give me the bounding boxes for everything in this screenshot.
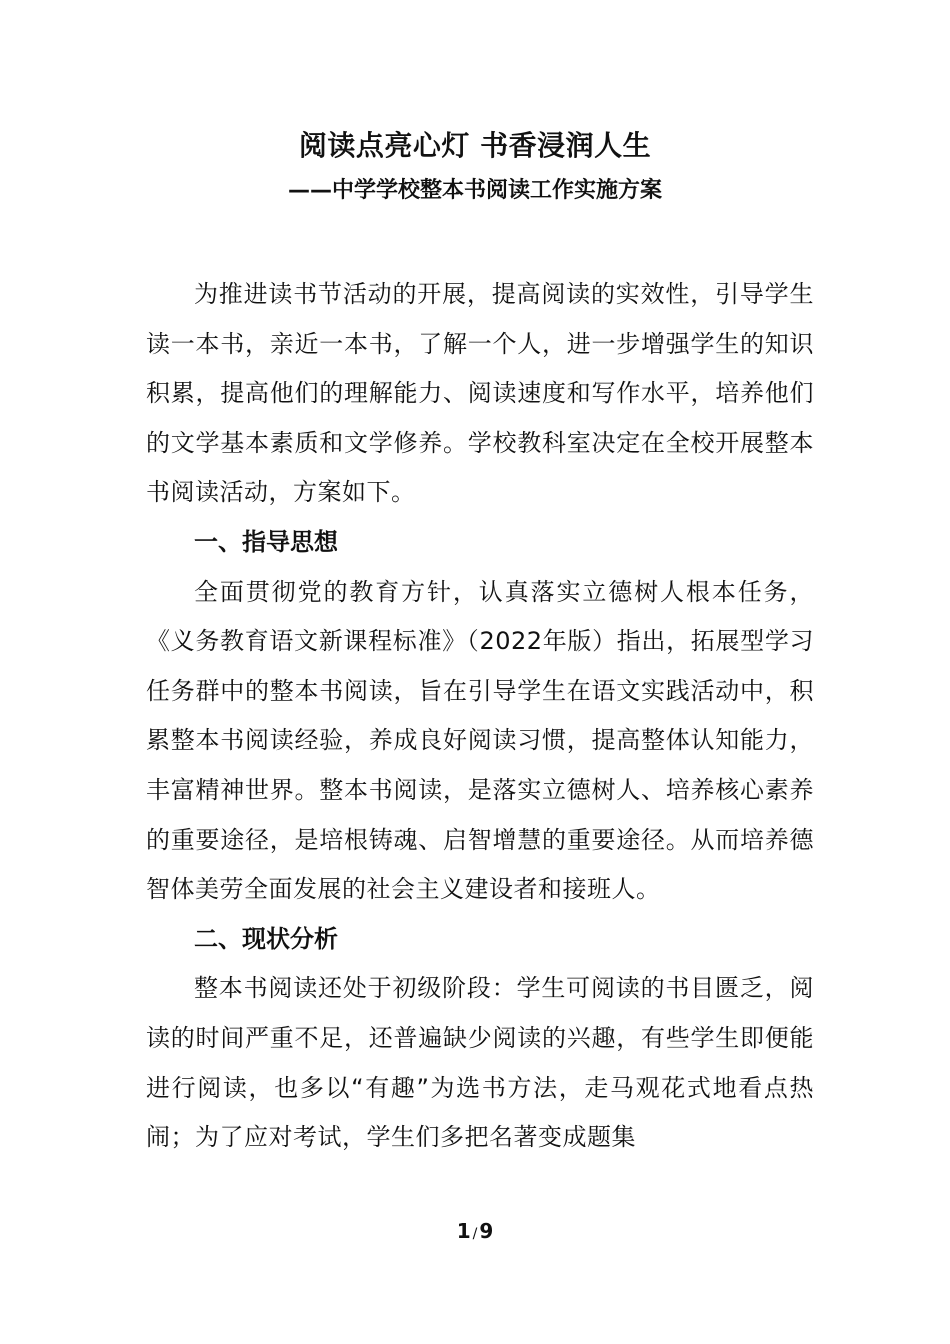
document-subtitle: ——中学学校整本书阅读工作实施方案 bbox=[287, 178, 662, 203]
section-heading-guiding-ideology: 一、指导思想 bbox=[194, 527, 338, 556]
current-page-number: 1 bbox=[456, 1219, 471, 1243]
page-separator: / bbox=[472, 1226, 478, 1242]
page-number bbox=[0, 1216, 950, 1249]
intro-paragraph: 为推进读书节活动的开展，提高阅读的实效性，引导学生读一本书，亲近一本书，了解一个人，进一步增强学生的知识积累，提高他们的理解能力、阅读速度和写作水平，培养他们的文学基本素质和文学修养。学校教科室决定在全校开展整本书阅读活动，方案如下。 bbox=[146, 280, 814, 507]
section-paragraph-status-analysis: 整本书阅读还处于初级阶段：学生可阅读的书目匮乏，阅读的时间严重不足，还普遍缺少阅读的兴趣，有些学生即便能进行阅读，也多以“有趣”为选书方法，走马观花式地看点热闹；为了应对考试，学生们多把名著变成题集 bbox=[146, 974, 814, 1152]
section-heading-status-analysis: 二、现状分析 bbox=[194, 924, 338, 953]
total-page-number: 9 bbox=[479, 1219, 494, 1243]
document-title: 阅读点亮心灯 书香浸润人生 bbox=[298, 129, 652, 162]
document-body bbox=[146, 270, 814, 1163]
section-paragraph-guiding-ideology: 全面贯彻党的教育方针，认真落实立德树人根本任务，《义务教育语文新课程标准》（2022年版）指出，拓展型学习任务群中的整本书阅读，旨在引导学生在语文实践活动中，积累整本书阅读经验，养成良好阅读习惯，提高整体认知能力，丰富精神世界。整本书阅读，是落实立德树人、培养核心素养的重要途径，是培根铸魂、启智增慧的重要途径。从而培养德智体美劳全面发展的社会主义建设者和接班人。 bbox=[146, 577, 814, 904]
